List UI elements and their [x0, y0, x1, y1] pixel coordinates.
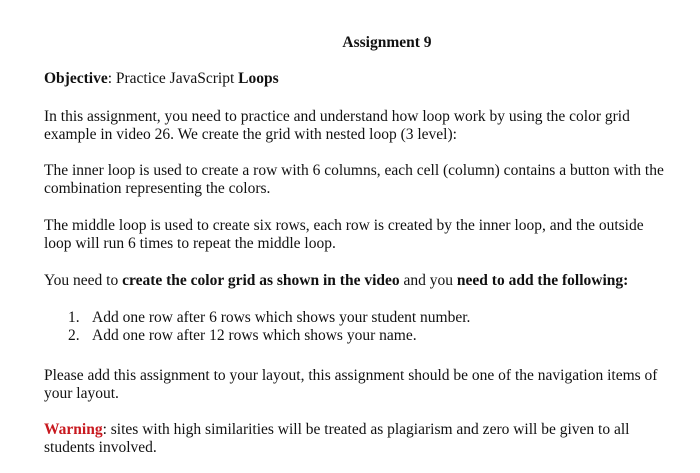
list-item: [68, 327, 470, 345]
objective-text: Practice JavaScript: [115, 70, 239, 87]
objective-line: [44, 70, 279, 88]
middle-loop-paragraph: The middle loop is used to create six rows, each row is created by the inner loop, and the outside loop will run 6 times to repeat the middle loop.: [44, 217, 644, 252]
layout-paragraph: Please add this assignment to your layout, this assignment should be one of the navigation items of your layout.: [44, 367, 658, 402]
warning-label: Warning: [44, 421, 103, 438]
requirements-list: [68, 309, 470, 345]
list-item: [68, 309, 470, 327]
list-item-number: 2.: [68, 327, 80, 344]
intro-paragraph: In this assignment, you need to practice and understand how loop work by using the color grid example in video 26. We create the grid with nested loop (3 level):: [44, 108, 630, 143]
requirements-bold-1: create the color grid as shown in the video: [122, 272, 400, 289]
warning-paragraph: [44, 421, 669, 457]
list-item-number: 1.: [68, 309, 80, 326]
list-item-text: Add one row after 12 rows which shows your name.: [92, 327, 417, 344]
warning-text: : sites with high similarities will be treated as plagiarism and zero will be given to all students involved.: [44, 421, 630, 456]
requirements-bold-2: need to add the following:: [456, 272, 629, 289]
inner-loop-paragraph: The inner loop is used to create a row with 6 columns, each cell (column) contains a button with the combination representing the colors.: [44, 162, 664, 197]
requirements-text-1: You need to: [44, 272, 123, 289]
list-item-text: Add one row after 6 rows which shows your student number.: [92, 309, 471, 326]
document-title: Assignment 9: [342, 34, 432, 51]
objective-colon: :: [107, 70, 116, 87]
objective-label: Objective: [44, 70, 108, 87]
requirements-text-2: and you: [399, 272, 457, 289]
requirements-paragraph: [44, 272, 669, 290]
objective-topic: Loops: [238, 70, 279, 87]
